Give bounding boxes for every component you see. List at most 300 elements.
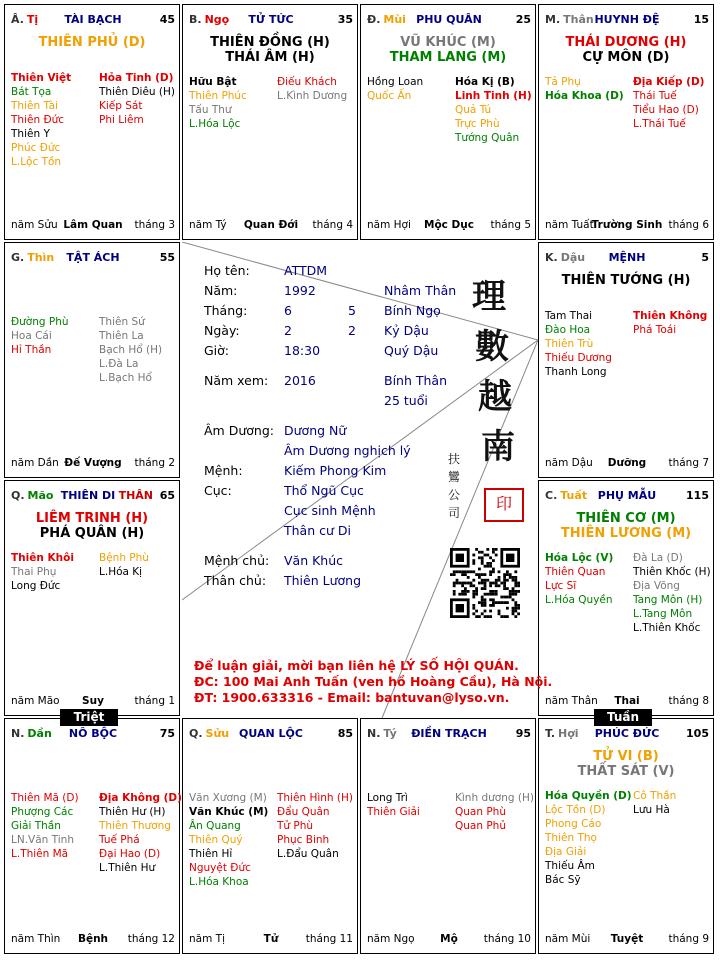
main-star: THÁI DƯƠNG (H): [565, 35, 687, 50]
year-label: năm Tị: [189, 933, 225, 945]
menh-chu-label: Mệnh chủ:: [204, 553, 270, 568]
year-label: năm Mùi: [545, 933, 591, 945]
birth-info-label: Năm:: [204, 283, 238, 298]
minor-star: Tam Thai: [545, 310, 593, 322]
stars-right-column: [633, 309, 707, 337]
earthly-branch: Thân: [563, 13, 594, 26]
birth-info-canchi-wrap: [384, 323, 429, 338]
minor-star: L.Thiên Hư: [99, 862, 156, 874]
birth-info-solar: 2016: [284, 373, 316, 388]
main-star: TỬ VI (B): [593, 749, 659, 764]
am-duong-note-wrap: [284, 443, 411, 458]
birth-info-lunar-wrap: [348, 323, 356, 338]
minor-star: L.Bạch Hổ: [99, 372, 152, 384]
minor-star: Bát Tọa: [11, 86, 52, 98]
decade-age: 25: [515, 13, 531, 26]
main-stars: [541, 749, 711, 779]
birth-info-solar-wrap: [284, 263, 327, 278]
minor-star: Hồng Loan: [367, 76, 424, 88]
decade-age: 45: [159, 13, 175, 26]
minor-star: Điếu Khách: [277, 76, 337, 88]
minor-star: Thiên Sứ: [99, 316, 145, 328]
minor-star: Tấu Thư: [189, 104, 232, 116]
month-label: tháng 10: [483, 933, 531, 945]
stars-right-column: [99, 551, 149, 579]
year-label: năm Thân: [545, 695, 598, 707]
minor-star: Thái Tuế: [633, 90, 677, 102]
minor-star: Phong Cáo: [545, 818, 602, 830]
earthly-branch: Mùi: [383, 13, 406, 26]
life-stage: Trường Sinh: [591, 219, 663, 231]
birth-info-canchi: Bính Ngọ: [384, 303, 441, 318]
birth-info-label-wrap: [204, 373, 268, 388]
stars-left-column: [11, 71, 71, 169]
decade-age: 115: [686, 489, 709, 502]
stars-right-column: [277, 75, 347, 103]
main-star: THIÊN PHỦ (D): [38, 35, 146, 50]
birth-info-lunar: 2: [348, 323, 356, 338]
minor-star: Thiên Hư (H): [99, 806, 166, 818]
minor-star: LN.Văn Tinh: [11, 834, 74, 846]
stars-left-column: [545, 789, 632, 887]
menh-chu-value: Văn Khúc: [284, 553, 344, 568]
palace-cell-than: [538, 4, 714, 240]
palace-name: HUYNH ĐỆ: [594, 13, 660, 26]
minor-star: Thiên Giải: [367, 806, 420, 818]
year-label: năm Dần: [11, 457, 59, 469]
earthly-branch: Tị: [26, 13, 39, 26]
am-duong-label: Âm Dương:: [204, 423, 274, 438]
minor-star: Thiên La: [99, 330, 144, 342]
than-position: Thân cư Di: [284, 523, 351, 538]
decade-age: 35: [337, 13, 353, 26]
menh-value-wrap: [284, 463, 386, 478]
palace-header: [11, 489, 175, 507]
minor-star: Văn Khúc (M): [189, 806, 269, 818]
calligraphy-seal: [448, 272, 530, 472]
stars-right-column: [455, 791, 534, 833]
palace-header: [11, 251, 175, 269]
palace-cell-ngo: [182, 4, 358, 240]
birth-info-canchi: Quý Dậu: [384, 343, 439, 358]
palace-header: [545, 13, 709, 31]
main-star: VŨ KHÚC (M): [400, 35, 496, 50]
than-position-wrap: [284, 523, 351, 538]
main-star: CỰ MÔN (D): [582, 50, 670, 65]
main-star: PHÁ QUÂN (H): [39, 526, 145, 541]
birth-info-canchi-wrap: [384, 343, 438, 358]
minor-star: Ân Quang: [189, 820, 241, 832]
birth-info-canchi: 25 tuổi: [384, 393, 428, 408]
palace-header: [11, 727, 175, 745]
than-chu-value: Thiên Lương: [284, 573, 362, 588]
minor-star: L.Lộc Tồn: [11, 156, 62, 168]
seal-small-text: 扶 鸞 公 司: [448, 452, 461, 520]
palace-cell-tuat: [538, 480, 714, 716]
than-marker: THÂN: [118, 489, 153, 502]
palace-name: ĐIỀN TRẠCH: [411, 727, 487, 740]
minor-star: Quan Phủ: [455, 820, 506, 832]
minor-star: Hữu Bật: [189, 76, 237, 88]
palace-header: [11, 13, 175, 31]
life-stage: Đế Vượng: [64, 457, 122, 469]
contact-line: ĐT: 1900.633316 - Email: bantuvan@lyso.vn.: [194, 690, 510, 705]
birth-info-label-wrap: [204, 343, 229, 358]
tuan-tag: Tuần: [594, 709, 652, 726]
minor-star: Địa Giải: [545, 846, 587, 858]
birth-info-solar-wrap: [284, 343, 320, 358]
minor-star: Hỉ Thần: [11, 344, 52, 356]
birth-info-label-wrap: [204, 263, 250, 278]
main-stars: [363, 35, 533, 65]
am-duong-value-wrap: [284, 423, 346, 438]
main-star: THẤT SÁT (V): [577, 764, 675, 779]
minor-star: Phục Binh: [277, 834, 330, 846]
minor-star: Hoa Cái: [11, 330, 52, 342]
year-label: năm Dậu: [545, 457, 593, 469]
minor-star: Văn Xương (M): [189, 792, 267, 804]
position-letter: C.: [545, 489, 558, 502]
minor-star: Lưu Hà: [633, 804, 670, 816]
stars-left-column: [189, 75, 247, 131]
stars-left-column: [367, 75, 423, 103]
birth-info-lunar: 5: [348, 303, 356, 318]
minor-star: Phi Liêm: [99, 114, 144, 126]
month-label: tháng 11: [305, 933, 353, 945]
minor-star: Phượng Các: [11, 806, 74, 818]
palace-cell-mao: [4, 480, 180, 716]
birth-info-label: Giờ:: [204, 343, 230, 358]
cuc-value: Thổ Ngũ Cục: [284, 483, 364, 498]
minor-star: Nguyệt Đức: [189, 862, 251, 874]
menh-chu-label-wrap: [204, 553, 269, 568]
minor-star: Thiên Diêu (H): [99, 86, 175, 98]
stars-left-column: [189, 791, 268, 889]
birth-info-solar-wrap: [284, 303, 292, 318]
month-label: tháng 7: [668, 457, 709, 469]
menh-value: Kiếm Phong Kim: [284, 463, 387, 478]
minor-star: L.Đẩu Quân: [277, 848, 339, 860]
palace-name: QUAN LỘC: [239, 727, 303, 740]
palace-name: TẬT ÁCH: [66, 251, 120, 264]
palace-cell-thin: [4, 242, 180, 478]
position-letter: T.: [545, 727, 556, 740]
birth-info-canchi: Nhâm Thân: [384, 283, 457, 298]
main-star: THIÊN TƯỚNG (H): [561, 273, 691, 288]
minor-star: Bác Sỹ: [545, 874, 581, 886]
earthly-branch: Dần: [27, 727, 52, 740]
palace-header: [189, 13, 353, 31]
main-star: THIÊN CƠ (M): [576, 511, 676, 526]
stars-left-column: [11, 315, 69, 357]
than-chu-label: Thân chủ:: [204, 573, 267, 588]
red-stamp: 印: [484, 488, 524, 522]
main-star: THIÊN LƯƠNG (M): [560, 526, 692, 541]
minor-star: Thiếu Âm: [545, 860, 595, 872]
main-stars: [7, 511, 177, 541]
palace-cell-dan: [4, 718, 180, 954]
main-star: THIÊN ĐỒNG (H): [210, 35, 330, 50]
than-chu-value-wrap: [284, 573, 361, 588]
minor-star: Phúc Đức: [11, 142, 61, 154]
minor-star: Thiên Hình (H): [277, 792, 353, 804]
main-stars: [541, 35, 711, 65]
decade-age: 105: [686, 727, 709, 740]
birth-info-solar: 1992: [284, 283, 316, 298]
minor-star: L.Hóa Quyền: [545, 594, 613, 606]
main-stars: [541, 273, 711, 288]
position-letter: K.: [545, 251, 558, 264]
minor-star: Hóa Quyền (D): [545, 790, 632, 802]
earthly-branch: Dậu: [560, 251, 586, 264]
minor-star: Lộc Tồn (D): [545, 804, 606, 816]
life-stage: Suy: [82, 695, 104, 707]
than-chu-label-wrap: [204, 573, 266, 588]
stars-right-column: [99, 315, 162, 385]
decade-age: 65: [159, 489, 175, 502]
minor-star: Quốc Ấn: [367, 90, 412, 102]
life-stage: Tử: [263, 933, 279, 945]
life-stage: Quan Đới: [243, 219, 299, 231]
minor-star: Giải Thần: [11, 820, 61, 832]
palace-cell-ty: [4, 4, 180, 240]
cuc-relation: Cục sinh Mệnh: [284, 503, 376, 518]
year-label: năm Mão: [11, 695, 60, 707]
menh-label-wrap: [204, 463, 243, 478]
am-duong-value: Dương Nữ: [284, 423, 347, 438]
life-stage: Lâm Quan: [63, 219, 123, 231]
birth-info-solar-wrap: [284, 283, 316, 298]
decade-age: 85: [337, 727, 353, 740]
month-label: tháng 5: [490, 219, 531, 231]
stars-left-column: [545, 309, 612, 379]
earthly-branch: Tuất: [560, 489, 588, 502]
life-stage: Mộ: [440, 933, 458, 945]
minor-star: L.Đà La: [99, 358, 139, 370]
contact-line: ĐC: 100 Mai Anh Tuấn (ven hồ Hoàng Cầu), Hà Nội.: [194, 674, 553, 689]
palace-name: PHỤ MẪU: [597, 489, 657, 502]
month-label: tháng 8: [668, 695, 709, 707]
minor-star: Đường Phù: [11, 316, 69, 328]
minor-star: Tuế Phá: [99, 834, 140, 846]
position-letter: Q.: [11, 489, 25, 502]
year-label: năm Sửu: [11, 219, 58, 231]
minor-star: L.Hóa Kị: [99, 566, 143, 578]
main-stars: [541, 511, 711, 541]
menh-chu-value-wrap: [284, 553, 343, 568]
minor-star: Hỏa Tinh (D): [99, 72, 174, 84]
main-star: LIÊM TRINH (H): [35, 511, 149, 526]
position-letter: N.: [367, 727, 381, 740]
palace-name: THIÊN DI: [60, 489, 116, 502]
earthly-branch: Mão: [27, 489, 54, 502]
minor-star: Thiên Quý: [189, 834, 243, 846]
minor-star: Long Đức: [11, 580, 61, 592]
decade-age: 15: [693, 13, 709, 26]
position-letter: Â.: [11, 13, 24, 26]
month-label: tháng 3: [134, 219, 175, 231]
minor-star: Thiên Trù: [545, 338, 594, 350]
year-label: năm Ngọ: [367, 933, 415, 945]
minor-star: Thiên Phúc: [189, 90, 247, 102]
minor-star: Kình dương (H): [455, 792, 534, 804]
palace-name: TÀI BẠCH: [64, 13, 122, 26]
birth-info-solar-wrap: [284, 373, 316, 388]
palace-cell-hoi: [538, 718, 714, 954]
cuc-label-wrap: [204, 483, 232, 498]
minor-star: Đại Hao (D): [99, 848, 161, 860]
minor-star: Thanh Long: [545, 366, 607, 378]
birth-info-lunar-wrap: [348, 303, 356, 318]
birth-info-label-wrap: [204, 323, 240, 338]
minor-star: Thiên Khôi: [11, 552, 74, 564]
minor-star: L.Hóa Khoa: [189, 876, 249, 888]
minor-star: Thiên Hỉ: [189, 848, 233, 860]
life-stage: Thai: [614, 695, 640, 707]
position-letter: B.: [189, 13, 202, 26]
stars-left-column: [11, 551, 74, 593]
decade-age: 75: [159, 727, 175, 740]
position-letter: Q.: [189, 727, 203, 740]
minor-star: L.Kình Dương: [277, 90, 348, 102]
stars-right-column: [455, 75, 532, 145]
stars-left-column: [367, 791, 420, 819]
birth-info-label: Năm xem:: [204, 373, 269, 388]
minor-star: Hóa Kị (B): [455, 76, 515, 88]
position-letter: Đ.: [367, 13, 381, 26]
earthly-branch: Ngọ: [204, 13, 230, 26]
minor-star: L.Thiên Khốc: [633, 622, 701, 634]
cuc-label: Cục:: [204, 483, 232, 498]
birth-info-label-wrap: [204, 283, 237, 298]
qr-code-icon: [450, 548, 520, 618]
minor-star: Thiên Quan: [545, 566, 606, 578]
palace-header: [545, 251, 709, 269]
minor-star: Thiên Việt: [11, 72, 72, 84]
minor-star: Hóa Lộc (V): [545, 552, 614, 564]
year-label: năm Tý: [189, 219, 227, 231]
life-stage: Bệnh: [77, 933, 109, 945]
earthly-branch: Thìn: [27, 251, 55, 264]
decade-age: 55: [159, 251, 175, 264]
minor-star: Thiếu Dương: [545, 352, 612, 364]
main-star: THAM LANG (M): [389, 50, 507, 65]
minor-star: Địa Không (D): [99, 792, 182, 804]
year-label: năm Thìn: [11, 933, 61, 945]
palace-name: NÔ BỘC: [68, 727, 118, 740]
minor-star: Tiểu Hao (D): [633, 104, 699, 116]
earthly-branch: Tý: [383, 727, 397, 740]
minor-star: Lực Sĩ: [545, 580, 577, 592]
birth-info-label-wrap: [204, 303, 247, 318]
am-duong-label-wrap: [204, 423, 274, 438]
minor-star: Kiếp Sát: [99, 100, 143, 112]
month-label: tháng 9: [668, 933, 709, 945]
minor-star: Đào Hoa: [545, 324, 591, 336]
minor-star: L.Thiên Mã: [11, 848, 69, 860]
month-label: tháng 2: [134, 457, 175, 469]
month-label: tháng 4: [312, 219, 353, 231]
minor-star: Bệnh Phù: [99, 552, 149, 564]
minor-star: Long Trì: [367, 792, 408, 804]
minor-star: Quả Tú: [455, 104, 492, 116]
position-letter: M.: [545, 13, 561, 26]
minor-star: Tướng Quân: [455, 132, 520, 144]
cuc-relation-wrap: [284, 503, 376, 518]
minor-star: Phá Toái: [633, 324, 677, 336]
palace-header: [367, 727, 531, 745]
palace-cell-ty2: [360, 718, 536, 954]
minor-star: Thiên Tài: [11, 100, 58, 112]
palace-cell-mui: [360, 4, 536, 240]
birth-info-canchi-wrap: [384, 393, 428, 408]
birth-info-canchi-wrap: [384, 283, 456, 298]
minor-star: Thiên Đức: [11, 114, 65, 126]
decade-age: 95: [515, 727, 531, 740]
palace-name: PHU QUÂN: [416, 13, 482, 26]
decade-age: 5: [701, 251, 709, 264]
minor-star: Thiên Không: [633, 310, 708, 322]
month-label: tháng 1: [134, 695, 175, 707]
minor-star: Thiên Mã (D): [11, 792, 79, 804]
cuc-value-wrap: [284, 483, 364, 498]
stars-left-column: [545, 75, 624, 103]
birth-info-label: Tháng:: [204, 303, 248, 318]
minor-star: Đẩu Quân: [277, 806, 330, 818]
palace-header: [367, 13, 531, 31]
minor-star: Địa Kiếp (D): [633, 76, 705, 88]
minor-star: Hóa Khoa (D): [545, 90, 624, 102]
life-stage: Mộc Dục: [424, 219, 474, 231]
palace-header: [189, 727, 353, 745]
triet-tag: Triệt: [60, 709, 118, 726]
menh-label: Mệnh:: [204, 463, 243, 478]
minor-star: Bạch Hổ (H): [99, 344, 163, 356]
minor-star: L.Hóa Lộc: [189, 118, 241, 130]
birth-info-canchi: Kỷ Dậu: [384, 323, 429, 338]
am-duong-note: Âm Dương nghịch lý: [284, 443, 411, 458]
main-stars: [7, 35, 177, 50]
life-stage: Tuyệt: [610, 933, 644, 945]
month-label: tháng 6: [668, 219, 709, 231]
stars-left-column: [11, 791, 79, 861]
minor-star: Trực Phù: [455, 118, 500, 130]
seal-char: 南: [481, 427, 515, 467]
minor-star: Địa Võng: [633, 580, 680, 592]
stars-right-column: [277, 791, 353, 861]
minor-star: Thiên Y: [11, 128, 50, 140]
palace-cell-dau: [538, 242, 714, 478]
birth-info-canchi-wrap: [384, 303, 441, 318]
birth-info-solar-wrap: [284, 323, 292, 338]
minor-star: Cô Thần: [633, 790, 677, 802]
stars-right-column: [633, 75, 704, 131]
palace-name: TỬ TỨC: [248, 13, 294, 26]
minor-star: Tử Phù: [277, 820, 314, 832]
palace-header: [545, 489, 709, 507]
seal-char: 理: [472, 277, 506, 317]
minor-star: Linh Tinh (H): [455, 90, 532, 102]
minor-star: Đà La (D): [633, 552, 683, 564]
main-star: THÁI ÂM (H): [225, 50, 315, 65]
minor-star: Tang Môn (H): [633, 594, 703, 606]
minor-star: Thiên Thọ: [545, 832, 597, 844]
main-stars: [185, 35, 355, 65]
birth-info-solar: 2: [284, 323, 292, 338]
position-letter: G.: [11, 251, 25, 264]
palace-name: MỆNH: [608, 251, 646, 264]
palace-cell-suu: [182, 718, 358, 954]
